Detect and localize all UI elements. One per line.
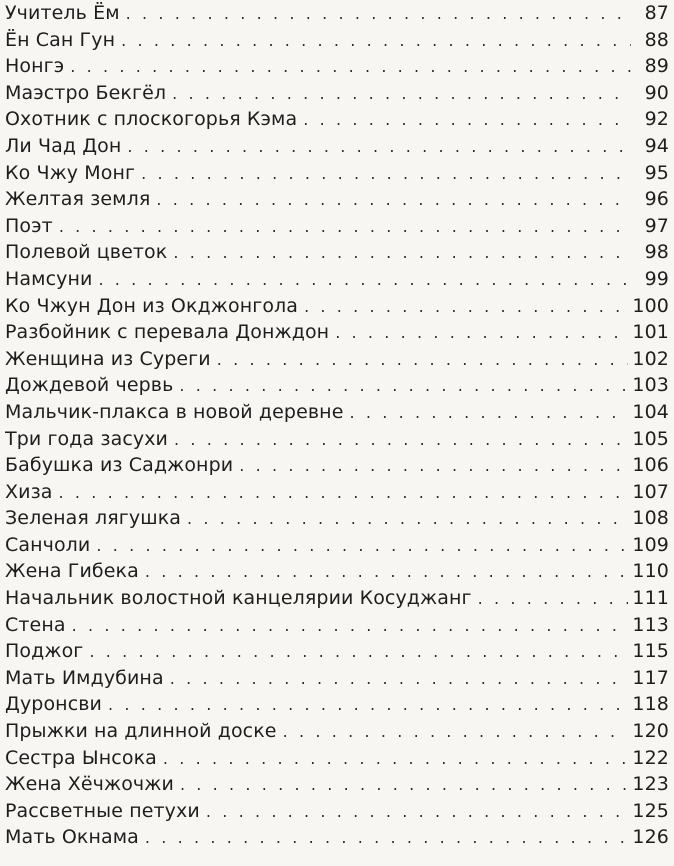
toc-entry-title: Нонгэ — [5, 55, 65, 78]
toc-entry-title: Поэт — [5, 214, 53, 237]
toc-entry — [5, 479, 669, 506]
toc-dot-leader — [170, 666, 629, 692]
toc-entry-title: Жена Хёчжочжи — [5, 773, 174, 796]
toc-entry — [5, 239, 669, 266]
toc-entry — [5, 53, 669, 80]
toc-entry-title: Поджог — [5, 640, 84, 663]
toc-dot-leader — [349, 400, 628, 426]
toc-entry-page-number: 113 — [632, 613, 669, 636]
toc-entry-page-number: 90 — [644, 81, 669, 104]
toc-entry — [5, 372, 669, 399]
toc-entry — [5, 505, 669, 532]
toc-entry — [5, 160, 669, 187]
toc-entry — [5, 293, 669, 320]
toc-dot-leader — [70, 54, 631, 80]
toc-entry — [5, 691, 669, 718]
toc-entry-title: Мать Имдубина — [5, 666, 164, 689]
toc-entry-page-number: 104 — [632, 400, 669, 423]
toc-dot-leader — [89, 639, 628, 665]
toc-dot-leader — [304, 294, 628, 320]
toc-entry-page-number: 88 — [644, 28, 669, 51]
toc-entry-page-number: 99 — [644, 267, 669, 290]
toc-entry-title: Прыжки на длинной доске — [5, 720, 277, 743]
toc-entry — [5, 213, 669, 240]
toc-entry — [5, 585, 669, 612]
toc-entry — [5, 133, 669, 160]
toc-dot-leader — [173, 240, 631, 266]
toc-dot-leader — [141, 161, 631, 187]
toc-entry-page-number: 102 — [632, 347, 669, 370]
toc-entry — [5, 186, 669, 213]
toc-entry-title: Полевой цветок — [5, 241, 168, 264]
toc-entry-page-number: 122 — [632, 746, 669, 769]
toc-dot-leader — [156, 187, 631, 213]
toc-entry-page-number: 97 — [644, 214, 669, 237]
toc-dot-leader — [283, 719, 629, 745]
toc-entry — [5, 346, 669, 373]
toc-entry — [5, 106, 669, 133]
toc-entry-title: Желтая земля — [5, 188, 151, 211]
toc-entry — [5, 0, 669, 27]
toc-entry-page-number: 125 — [632, 799, 669, 822]
toc-entry-title: Хиза — [5, 480, 53, 503]
toc-entry — [5, 558, 669, 585]
toc-entry — [5, 319, 669, 346]
toc-entry-title: Женщина из Суреги — [5, 347, 211, 370]
toc-entry-title: Стена — [5, 613, 66, 636]
toc-dot-leader — [187, 506, 628, 532]
toc-entry — [5, 665, 669, 692]
toc-entry-page-number: 96 — [644, 188, 669, 211]
toc-entry — [5, 80, 669, 107]
toc-entry-page-number: 123 — [632, 773, 669, 796]
toc-entry-page-number: 115 — [632, 640, 669, 663]
toc-entry-title: Мать Окнама — [5, 826, 139, 849]
toc-entry-title: Намсуни — [5, 267, 93, 290]
toc-entry-page-number: 95 — [644, 161, 669, 184]
toc-entry-page-number: 89 — [644, 55, 669, 78]
toc-entry-title: Ко Чжун Дон из Окджонгола — [5, 294, 299, 317]
toc-dot-leader — [163, 746, 629, 772]
toc-entry-page-number: 101 — [632, 321, 669, 344]
toc-dot-leader — [180, 772, 628, 798]
toc-dot-leader — [206, 799, 629, 825]
toc-entry-page-number: 117 — [632, 666, 669, 689]
toc-entry — [5, 399, 669, 426]
toc-entry-title: Учитель Ём — [5, 2, 120, 24]
toc-entry-title: Три года засухи — [5, 427, 169, 450]
toc-entry-page-number: 108 — [632, 507, 669, 530]
toc-entry-title: Дождевой червь — [5, 374, 174, 397]
toc-dot-leader — [59, 480, 629, 506]
toc-entry-title: Бабушка из Саджонри — [5, 454, 234, 477]
toc-entry-page-number: 109 — [632, 533, 669, 556]
toc-dot-leader — [108, 692, 628, 718]
toc-entry-title: Охотник с плоскогорья Кэма — [5, 108, 298, 131]
toc-entry — [5, 27, 669, 54]
toc-entry-title: Жена Гибека — [5, 560, 139, 583]
toc-dot-leader — [179, 373, 628, 399]
toc-dot-leader — [121, 28, 631, 54]
toc-entry — [5, 745, 669, 772]
toc-entry-title: Разбойник с перевала Донждон — [5, 321, 330, 344]
toc-dot-leader — [217, 347, 629, 373]
toc-dot-leader — [172, 81, 631, 107]
toc-entry-page-number: 111 — [632, 587, 669, 610]
toc-entry-page-number: 94 — [644, 134, 669, 157]
toc-dot-leader — [127, 134, 631, 160]
toc-entry-page-number: 92 — [644, 108, 669, 131]
toc-dot-leader — [59, 214, 631, 240]
toc-dot-leader — [126, 1, 631, 27]
toc-entry-page-number: 87 — [644, 2, 669, 24]
toc-dot-leader — [145, 559, 629, 585]
toc-entry — [5, 532, 669, 559]
toc-entry — [5, 452, 669, 479]
toc-dot-leader — [174, 427, 628, 453]
toc-entry-title: Рассветные петухи — [5, 799, 200, 822]
toc-entry-title: Ко Чжу Монг — [5, 161, 136, 184]
toc-dot-leader — [239, 453, 628, 479]
toc-entry — [5, 612, 669, 639]
toc-entry — [5, 824, 669, 851]
toc-entry-page-number: 98 — [644, 241, 669, 264]
table-of-contents — [5, 0, 669, 851]
toc-dot-leader — [72, 613, 629, 639]
toc-entry-title: Зеленая лягушка — [5, 507, 182, 530]
toc-entry-page-number: 110 — [632, 560, 669, 583]
toc-dot-leader — [98, 267, 631, 293]
toc-entry — [5, 798, 669, 825]
toc-entry-title: Начальник волостной канцелярии Косуджанг — [5, 587, 472, 610]
toc-entry — [5, 426, 669, 453]
toc-entry-page-number: 105 — [632, 427, 669, 450]
toc-entry-page-number: 100 — [632, 294, 669, 317]
toc-entry-page-number: 106 — [632, 454, 669, 477]
toc-dot-leader — [335, 320, 628, 346]
toc-entry-page-number: 103 — [632, 374, 669, 397]
toc-dot-leader — [145, 825, 629, 851]
toc-entry-page-number: 107 — [632, 480, 669, 503]
toc-entry-title: Мальчик-плакса в новой деревне — [5, 400, 344, 423]
toc-entry-title: Дуронсви — [5, 693, 102, 716]
toc-entry — [5, 266, 669, 293]
toc-entry — [5, 771, 669, 798]
toc-entry-page-number: 126 — [632, 826, 669, 849]
toc-entry-title: Сестра Ынсока — [5, 746, 157, 769]
toc-entry-title: Ён Сан Гун — [5, 28, 116, 51]
toc-entry — [5, 638, 669, 665]
toc-entry-page-number: 118 — [632, 693, 669, 716]
toc-dot-leader — [478, 586, 629, 612]
toc-entry-title: Ли Чад Дон — [5, 134, 122, 157]
toc-entry-page-number: 120 — [632, 720, 669, 743]
toc-entry-title: Маэстро Бекгёл — [5, 81, 167, 104]
toc-entry-title: Санчоли — [5, 533, 91, 556]
toc-entry — [5, 718, 669, 745]
toc-dot-leader — [303, 107, 631, 133]
toc-dot-leader — [96, 533, 628, 559]
